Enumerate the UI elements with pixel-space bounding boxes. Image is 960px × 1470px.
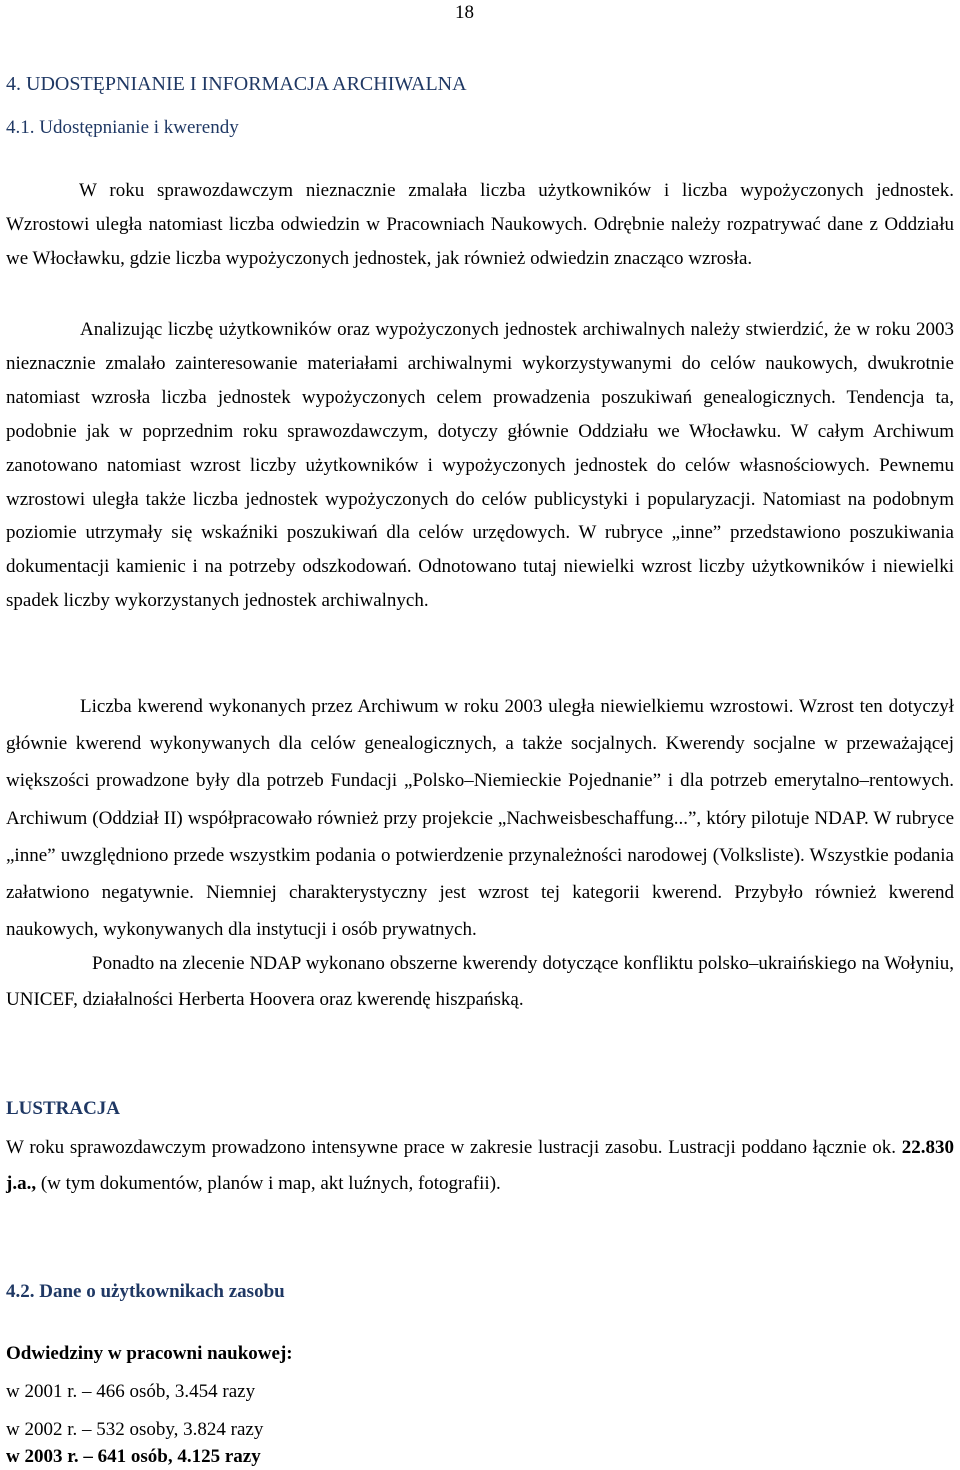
- visits-2003: w 2003 r. – 641 osób, 4.125 razy: [6, 1446, 261, 1467]
- paragraph-lustracja: [6, 1130, 954, 1202]
- paragraph-usage-summary: W roku sprawozdawczym nieznacznie zmalała liczba użytkowników i liczba wypożyczonych jednostek. Wzrostowi uległa natomiast liczba odwiedzin w Pracowniach Naukowych. Odrębnie należy rozpatrywać dane z Oddziału we Włocławku, gdzie liczba wypożyczonych jednostek, jak również odwiedzin znacząco wzrosła.: [6, 180, 954, 269]
- lustracja-text-start: W roku sprawozdawczym prowadzono intensywne prace w zakresie lustracji zasobu. Lustracji poddano łącznie ok.: [6, 1137, 902, 1158]
- visits-heading: Odwiedziny w pracowni naukowej:: [6, 1343, 293, 1364]
- lustracja-heading: LUSTRACJA: [6, 1098, 121, 1119]
- section-heading-4-1: 4.1. Udostępnianie i kwerendy: [6, 117, 239, 138]
- visits-2001: w 2001 r. – 466 osób, 3.454 razy: [6, 1381, 256, 1402]
- lustracja-text-end: (w tym dokumentów, planów i map, akt luźnych, fotografii).: [36, 1173, 501, 1194]
- visits-2002: w 2002 r. – 532 osoby, 3.824 razy: [6, 1419, 264, 1440]
- page-number: 18: [455, 2, 474, 23]
- paragraph-ndap-queries: Ponadto na zlecenie NDAP wykonano obszerne kwerendy dotyczące konfliktu polsko–ukraińskiego na Wołyniu, UNICEF, działalności Herberta Hoovera oraz kwerendę hiszpańską.: [6, 953, 954, 1010]
- paragraph-user-analysis: Analizując liczbę użytkowników oraz wypożyczonych jednostek archiwalnych należy stwierdzić, że w roku 2003 nieznacznie zmalało zainteresowanie materiałami archiwalnymi wykorzystywanymi do celów naukowych, dwukrotnie natomiast wzrosła liczba jednostek wypożyczonych celem prowadzenia poszukiwań genealogicznych. Tendencja ta, podobnie jak w poprzednim roku sprawozdawczym, dotyczy głównie Oddziału we Włocławku. W całym Archiwum zanotowano natomiast wzrost liczby użytkowników i wypożyczonych jednostek do celów własnościowych. Pewnemu wzrostowi uległa także liczba jednostek wypożyczonych do celów publicystyki i popularyzacji. Natomiast na podobnym poziomie utrzymały się wskaźniki poszukiwań dla celów urzędowych. W rubryce „inne” przedstawiono poszukiwania dokumentacji kamienic i na potrzeby odszkodowań. Odnotowano tutaj niewielki wzrost liczby użytkowników i niewielki spadek liczby wykorzystanych jednostek archiwalnych.: [6, 319, 954, 612]
- paragraph-queries: Liczba kwerend wykonanych przez Archiwum w roku 2003 uległa niewielkiemu wzrostowi. Wzrost ten dotyczył głównie kwerend wykonywanych dla celów genealogicznych, a także socjalnych. Kwerendy socjalne w przeważającej większości prowadzone były dla potrzeb Fundacji „Polsko–Niemieckie Pojednanie” i dla potrzeb emerytalno–rentowych. Archiwum (Oddział II) współpracowało również przy projekcie „Nachweisbeschaffung...”, który pilotuje NDAP. W rubryce „inne” uwzględniono przede wszystkim podania o potwierdzenie przynależności narodowej (Volksliste). Wszystkie podania załatwiono negatywnie. Niemniej charakterystyczny jest wzrost tej kategorii kwerend. Przybyło również kwerend naukowych, wykonywanych dla instytucji i osób prywatnych.: [6, 696, 954, 941]
- lustracja-count: 22.830 j.a.,: [6, 1137, 954, 1194]
- section-heading-4-2: 4.2. Dane o użytkownikach zasobu: [6, 1281, 285, 1302]
- chapter-heading: 4. UDOSTĘPNIANIE I INFORMACJA ARCHIWALNA: [6, 73, 467, 95]
